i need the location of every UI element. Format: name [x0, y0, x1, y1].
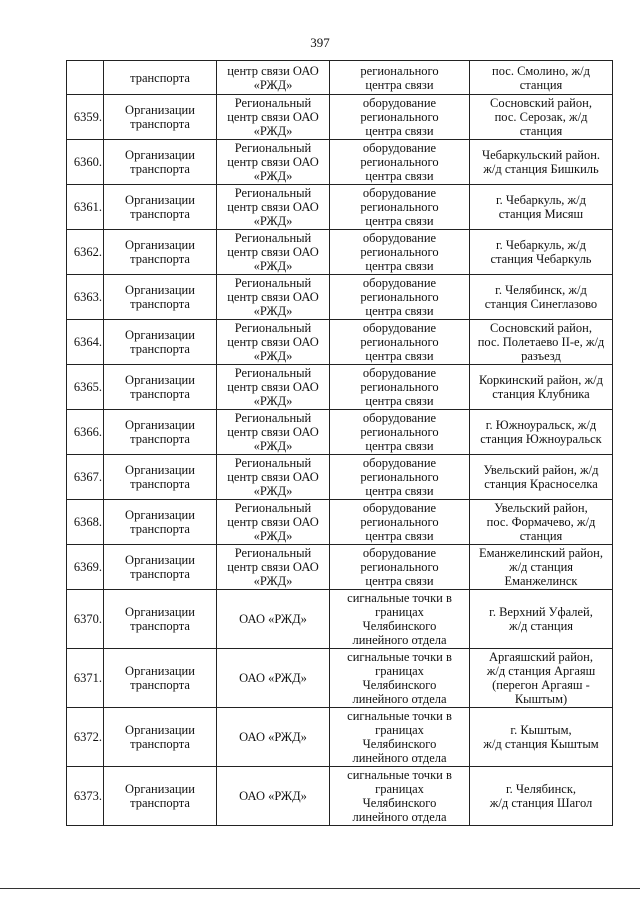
cell-text-line: Челябинского	[362, 619, 437, 633]
organization-cell	[217, 590, 330, 649]
location-cell	[470, 500, 613, 545]
row-number-cell: 6369.	[67, 545, 104, 590]
location-cell	[470, 140, 613, 185]
cell-text-line: центр связи ОАО	[227, 155, 319, 169]
organization-cell	[217, 95, 330, 140]
table-row	[67, 455, 613, 500]
cell-text-line: ОАО «РЖД»	[239, 730, 307, 744]
cell-text-line: регионального	[360, 63, 439, 78]
cell-text-line: «РЖД»	[253, 349, 293, 363]
cell-text-line: станция Клубника	[492, 387, 590, 401]
cell-text-line: «РЖД»	[253, 77, 293, 92]
cell-text-line: станция Южноуральск	[480, 432, 602, 446]
object-cell	[330, 649, 470, 708]
cell-text-line: ж/д станция	[508, 560, 574, 574]
cell-text-line: станция Синеглазово	[484, 297, 598, 311]
organization-cell	[217, 230, 330, 275]
cell-text-line: центр связи ОАО	[227, 200, 319, 214]
cell-text-line: станция Красноселка	[484, 477, 598, 491]
cell-text-line: «РЖД»	[253, 214, 293, 228]
cell-text-line: центр связи ОАО	[227, 110, 319, 124]
cell-text-line: пос. Формачево, ж/д	[486, 515, 596, 529]
cell-text-line: станция	[519, 77, 563, 92]
object-cell	[330, 545, 470, 590]
location-cell	[470, 320, 613, 365]
table-row	[67, 649, 613, 708]
cell-text-line: центра связи	[365, 439, 434, 453]
table-row	[67, 500, 613, 545]
object-cell	[330, 455, 470, 500]
cell-text-line: Региональный	[234, 366, 312, 380]
cell-text-line: оборудование	[362, 276, 437, 290]
cell-text-line: ж/д станция Шагол	[489, 796, 593, 810]
cell-text-line: границах	[375, 782, 424, 796]
cell-text-line: оборудование	[362, 141, 437, 155]
cell-text-line: Кыштым)	[514, 692, 568, 706]
cell-text-line: линейного отдела	[352, 751, 447, 765]
cell-text-line: транспорта	[130, 342, 190, 356]
cell-text-line: регионального	[360, 290, 439, 304]
cell-text-line: «РЖД»	[253, 439, 293, 453]
cell-text-line: Региональный	[234, 321, 312, 335]
object-cell	[330, 708, 470, 767]
cell-text-line: ж/д станция Кыштым	[483, 737, 599, 751]
cell-text-line: станция Мисяш	[498, 207, 584, 221]
cell-text-line: Организации	[125, 283, 195, 297]
table-row	[67, 590, 613, 649]
organization-cell	[217, 185, 330, 230]
cell-text-line: сигнальные точки в	[347, 768, 452, 782]
table-row	[67, 410, 613, 455]
cell-text-line: линейного отдела	[352, 692, 447, 706]
cell-text-line: центра связи	[365, 574, 434, 588]
cell-text-line: Организации	[125, 605, 195, 619]
row-number-cell: 6368.	[67, 500, 104, 545]
cell-text-line: Еманжелинск	[504, 574, 578, 588]
category-cell	[104, 649, 217, 708]
organization-cell	[217, 649, 330, 708]
row-number-cell: 6373.	[67, 767, 104, 826]
cell-text-line: транспорта	[130, 737, 190, 751]
cell-text-line: регионального	[360, 425, 439, 439]
cell-text-line: центра связи	[365, 349, 434, 363]
cell-text-line: Организации	[125, 193, 195, 207]
row-number-cell: 6371.	[67, 649, 104, 708]
location-cell	[470, 410, 613, 455]
cell-text-line: г. Челябинск, ж/д	[495, 283, 587, 297]
cell-text-line: транспорта	[130, 387, 190, 401]
cell-text-line: Организации	[125, 373, 195, 387]
object-cell	[330, 275, 470, 320]
cell-text-line: Организации	[125, 328, 195, 342]
cell-text-line: центра связи	[365, 394, 434, 408]
organization-cell	[217, 140, 330, 185]
organization-cell	[217, 410, 330, 455]
location-cell	[470, 767, 613, 826]
row-number-cell	[67, 61, 104, 95]
row-number-cell: 6364.	[67, 320, 104, 365]
location-cell	[470, 230, 613, 275]
location-cell	[470, 590, 613, 649]
cell-text-line: регионального	[360, 335, 439, 349]
cell-text-line: станция	[519, 124, 563, 138]
cell-text-line: транспорта	[130, 432, 190, 446]
cell-text-line: регионального	[360, 380, 439, 394]
cell-text-line: центра связи	[365, 124, 434, 138]
cell-text-line: транспорта	[130, 70, 190, 85]
cell-text-line: Аргаяшский район,	[488, 650, 593, 664]
cell-text-line: Региональный	[234, 501, 312, 515]
cell-text-line: границах	[375, 723, 424, 737]
cell-text-line: транспорта	[130, 477, 190, 491]
organization-cell	[217, 365, 330, 410]
cell-text-line: «РЖД»	[253, 259, 293, 273]
cell-text-line: оборудование	[362, 96, 437, 110]
cell-text-line: центр связи ОАО	[227, 245, 319, 259]
cell-text-line: центра связи	[365, 77, 434, 92]
cell-text-line: регионального	[360, 110, 439, 124]
cell-text-line: Челябинского	[362, 678, 437, 692]
cell-text-line: Челябинского	[362, 737, 437, 751]
category-cell	[104, 275, 217, 320]
cell-text-line: станция	[519, 529, 563, 543]
cell-text-line: г. Южноуральск, ж/д	[485, 418, 597, 432]
cell-text-line: ОАО «РЖД»	[239, 612, 307, 626]
cell-text-line: транспорта	[130, 252, 190, 266]
cell-text-line: оборудование	[362, 321, 437, 335]
cell-text-line: г. Чебаркуль, ж/д	[495, 193, 587, 207]
cell-text-line: границах	[375, 664, 424, 678]
cell-text-line: регионального	[360, 560, 439, 574]
cell-text-line: сигнальные точки в	[347, 650, 452, 664]
cell-text-line: Организации	[125, 418, 195, 432]
cell-text-line: центра связи	[365, 259, 434, 273]
cell-text-line: ОАО «РЖД»	[239, 671, 307, 685]
category-cell	[104, 230, 217, 275]
cell-text-line: линейного отдела	[352, 810, 447, 824]
cell-text-line: ОАО «РЖД»	[239, 789, 307, 803]
cell-text-line: Еманжелинский район,	[478, 546, 603, 560]
cell-text-line: центр связи ОАО	[227, 470, 319, 484]
cell-text-line: Региональный	[234, 231, 312, 245]
cell-text-line: «РЖД»	[253, 304, 293, 318]
object-cell	[330, 95, 470, 140]
object-cell	[330, 320, 470, 365]
cell-text-line: пос. Смолино, ж/д	[492, 63, 590, 78]
cell-text-line: станция Чебаркуль	[490, 252, 592, 266]
cell-text-line: Региональный	[234, 141, 312, 155]
cell-text-line: центра связи	[365, 304, 434, 318]
cell-text-line: транспорта	[130, 567, 190, 581]
cell-text-line: регионального	[360, 155, 439, 169]
object-cell	[330, 590, 470, 649]
category-cell	[104, 185, 217, 230]
cell-text-line: Чебаркульский район.	[481, 148, 601, 162]
cell-text-line: Региональный	[234, 456, 312, 470]
cell-text-line: Региональный	[234, 276, 312, 290]
cell-text-line: «РЖД»	[253, 529, 293, 543]
cell-text-line: Сосновский район,	[490, 321, 592, 335]
table-body	[67, 61, 613, 826]
cell-text-line: оборудование	[362, 501, 437, 515]
cell-text-line: Региональный	[234, 96, 312, 110]
cell-text-line: «РЖД»	[253, 169, 293, 183]
category-cell	[104, 410, 217, 455]
cell-text-line: Региональный	[234, 186, 312, 200]
row-number-cell: 6362.	[67, 230, 104, 275]
location-cell	[470, 185, 613, 230]
cell-text-line: Организации	[125, 463, 195, 477]
object-cell	[330, 365, 470, 410]
table-row	[67, 320, 613, 365]
table-row	[67, 365, 613, 410]
cell-text-line: транспорта	[130, 796, 190, 810]
cell-text-line: Сосновский район,	[490, 96, 592, 110]
row-number-cell: 6360.	[67, 140, 104, 185]
cell-text-line: г. Чебаркуль, ж/д	[495, 238, 587, 252]
location-cell	[470, 545, 613, 590]
organization-cell	[217, 320, 330, 365]
row-number-cell: 6370.	[67, 590, 104, 649]
cell-text-line: центра связи	[365, 214, 434, 228]
organization-cell	[217, 455, 330, 500]
cell-text-line: транспорта	[130, 117, 190, 131]
table-row	[67, 140, 613, 185]
organization-cell	[217, 61, 330, 95]
location-cell	[470, 455, 613, 500]
row-number-cell: 6372.	[67, 708, 104, 767]
cell-text-line: Увельский район,	[494, 501, 588, 515]
category-cell	[104, 545, 217, 590]
table-row	[67, 708, 613, 767]
cell-text-line: границах	[375, 605, 424, 619]
cell-text-line: Организации	[125, 723, 195, 737]
cell-text-line: (перегон Аргаяш -	[492, 678, 590, 692]
row-number-cell: 6361.	[67, 185, 104, 230]
facilities-table	[66, 60, 613, 826]
row-number-cell: 6366.	[67, 410, 104, 455]
cell-text-line: оборудование	[362, 366, 437, 380]
cell-text-line: Организации	[125, 103, 195, 117]
cell-text-line: Увельский район, ж/д	[483, 463, 599, 477]
cell-text-line: Челябинского	[362, 796, 437, 810]
cell-text-line: центр связи ОАО	[227, 425, 319, 439]
cell-text-line: регионального	[360, 470, 439, 484]
object-cell	[330, 767, 470, 826]
cell-text-line: регионального	[360, 515, 439, 529]
cell-text-line: центр связи ОАО	[227, 380, 319, 394]
table-row	[67, 95, 613, 140]
cell-text-line: центр связи ОАО	[227, 335, 319, 349]
cell-text-line: линейного отдела	[352, 633, 447, 647]
object-cell	[330, 140, 470, 185]
cell-text-line: пос. Полетаево II-е, ж/д	[477, 335, 605, 349]
cell-text-line: оборудование	[362, 546, 437, 560]
cell-text-line: транспорта	[130, 678, 190, 692]
object-cell	[330, 500, 470, 545]
row-number-cell: 6365.	[67, 365, 104, 410]
organization-cell	[217, 545, 330, 590]
cell-text-line: Организации	[125, 664, 195, 678]
cell-text-line: Региональный	[234, 546, 312, 560]
table-row	[67, 545, 613, 590]
cell-text-line: разъезд	[521, 349, 561, 363]
cell-text-line: центра связи	[365, 484, 434, 498]
category-cell	[104, 320, 217, 365]
cell-text-line: Региональный	[234, 411, 312, 425]
cell-text-line: Организации	[125, 148, 195, 162]
cell-text-line: ж/д станция Бишкиль	[483, 162, 599, 176]
table-row	[67, 61, 613, 95]
cell-text-line: ж/д станция	[508, 619, 574, 633]
cell-text-line: «РЖД»	[253, 574, 293, 588]
cell-text-line: сигнальные точки в	[347, 709, 452, 723]
cell-text-line: центр связи ОАО	[227, 560, 319, 574]
category-cell	[104, 590, 217, 649]
cell-text-line: регионального	[360, 245, 439, 259]
cell-text-line: центра связи	[365, 169, 434, 183]
bottom-rule	[0, 888, 640, 889]
location-cell	[470, 708, 613, 767]
category-cell	[104, 767, 217, 826]
location-cell	[470, 649, 613, 708]
category-cell	[104, 455, 217, 500]
organization-cell	[217, 767, 330, 826]
cell-text-line: транспорта	[130, 207, 190, 221]
cell-text-line: Коркинский район, ж/д	[479, 373, 603, 387]
cell-text-line: сигнальные точки в	[347, 591, 452, 605]
category-cell	[104, 61, 217, 95]
row-number-cell: 6363.	[67, 275, 104, 320]
organization-cell	[217, 708, 330, 767]
category-cell	[104, 140, 217, 185]
cell-text-line: «РЖД»	[253, 124, 293, 138]
cell-text-line: «РЖД»	[253, 394, 293, 408]
category-cell	[104, 500, 217, 545]
cell-text-line: оборудование	[362, 411, 437, 425]
object-cell	[330, 230, 470, 275]
location-cell	[470, 61, 613, 95]
cell-text-line: транспорта	[130, 162, 190, 176]
object-cell	[330, 185, 470, 230]
cell-text-line: центр связи ОАО	[227, 290, 319, 304]
cell-text-line: регионального	[360, 200, 439, 214]
cell-text-line: Организации	[125, 508, 195, 522]
cell-text-line: оборудование	[362, 231, 437, 245]
category-cell	[104, 708, 217, 767]
cell-text-line: центр связи ОАО	[227, 63, 319, 78]
object-cell	[330, 61, 470, 95]
row-number-cell: 6367.	[67, 455, 104, 500]
cell-text-line: г. Кыштым,	[510, 723, 572, 737]
table-row	[67, 230, 613, 275]
table-row	[67, 185, 613, 230]
cell-text-line: Организации	[125, 782, 195, 796]
category-cell	[104, 365, 217, 410]
cell-text-line: оборудование	[362, 186, 437, 200]
table-row	[67, 275, 613, 320]
cell-text-line: центр связи ОАО	[227, 515, 319, 529]
cell-text-line: центра связи	[365, 529, 434, 543]
table-row	[67, 767, 613, 826]
cell-text-line: Организации	[125, 238, 195, 252]
location-cell	[470, 365, 613, 410]
cell-text-line: транспорта	[130, 522, 190, 536]
category-cell	[104, 95, 217, 140]
cell-text-line: г. Челябинск,	[505, 782, 577, 796]
cell-text-line: ж/д станция Аргаяш	[486, 664, 596, 678]
cell-text-line: пос. Серозак, ж/д	[494, 110, 588, 124]
cell-text-line: «РЖД»	[253, 484, 293, 498]
object-cell	[330, 410, 470, 455]
location-cell	[470, 95, 613, 140]
cell-text-line: г. Верхний Уфалей,	[489, 605, 593, 619]
organization-cell	[217, 275, 330, 320]
page-number: 397	[310, 35, 330, 50]
cell-text-line: транспорта	[130, 297, 190, 311]
cell-text-line: Организации	[125, 553, 195, 567]
row-number-cell: 6359.	[67, 95, 104, 140]
cell-text-line: оборудование	[362, 456, 437, 470]
cell-text-line: транспорта	[130, 619, 190, 633]
organization-cell	[217, 500, 330, 545]
location-cell	[470, 275, 613, 320]
